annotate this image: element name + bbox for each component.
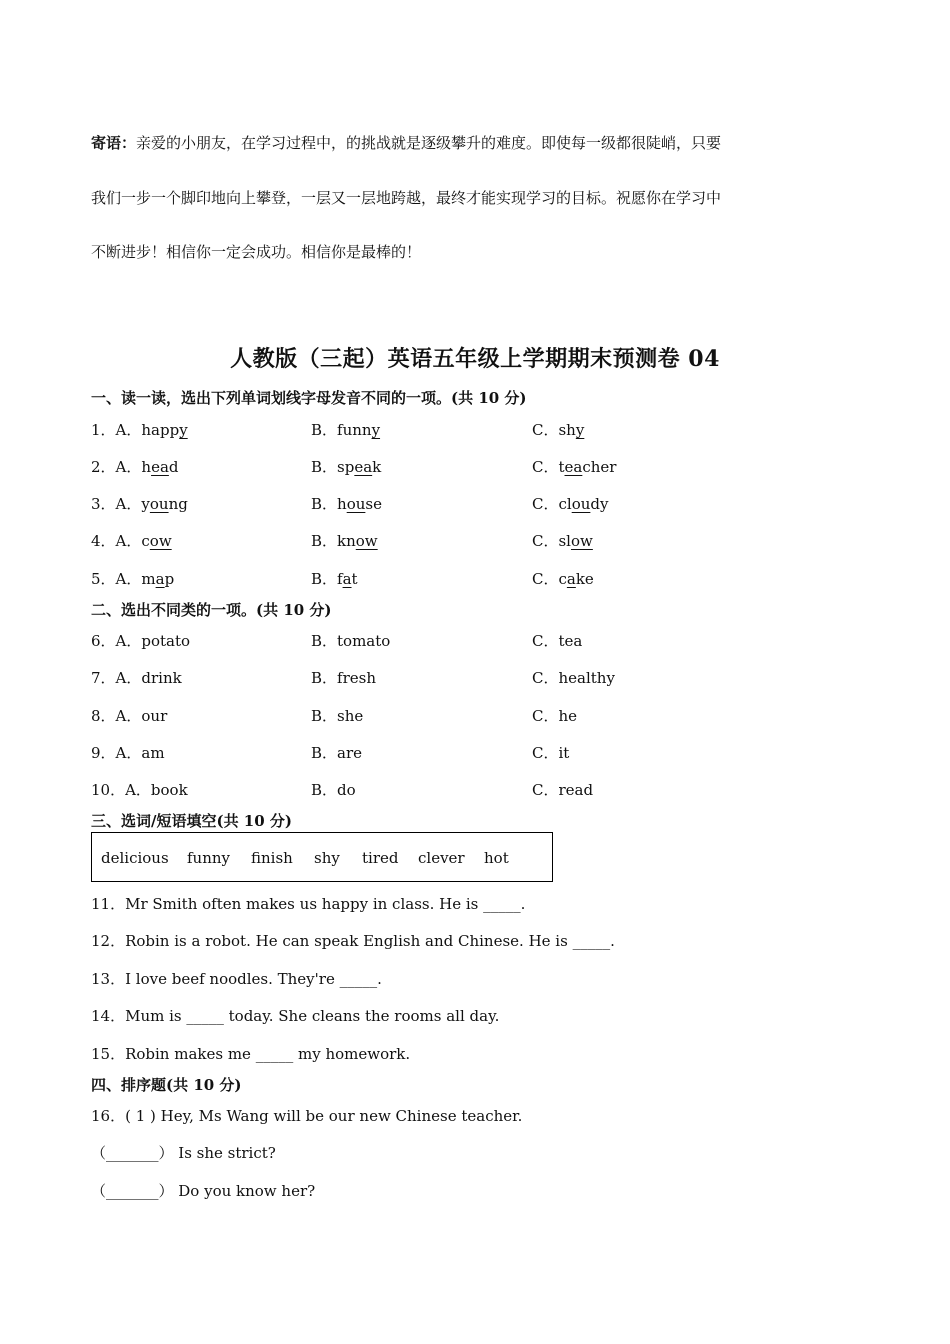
intro-message	[91, 131, 821, 295]
question-11: 11．Mr Smith often makes us happy in class. He is _____.	[91, 895, 526, 913]
option-a: 8．A．our	[91, 707, 168, 725]
word-bank-item: funny	[187, 849, 231, 867]
option-c: C．healthy	[532, 669, 615, 687]
option-c: C．it	[532, 744, 570, 762]
option-a: 7．A．drink	[91, 669, 182, 687]
intro-line-1: 寄语：亲爱的小朋友，在学习过程中，的挑战就是逐级攀升的难度。即使每一级都很陡峭，只要	[91, 134, 722, 152]
question-row-10	[91, 779, 851, 803]
question-row-3	[91, 493, 851, 517]
option-b: B．are	[311, 744, 363, 762]
word-bank-box	[91, 832, 553, 882]
option-c: C．he	[532, 707, 578, 725]
question-row-1	[91, 419, 851, 443]
option-b: B．speak	[311, 458, 382, 476]
section-1-heading: 一、读一读，选出下列单词划线字母发音不同的一项。(共 10 分)	[91, 389, 527, 407]
option-a: 1．A．happy	[91, 421, 188, 439]
option-c: C．cloudy	[532, 495, 609, 513]
question-row-7	[91, 667, 851, 691]
section-2-heading: 二、选出不同类的一项。(共 10 分)	[91, 601, 332, 619]
word-bank-item: hot	[484, 849, 509, 867]
question-12: 12．Robin is a robot. He can speak English and Chinese. He is _____.	[91, 932, 615, 950]
section-4-heading: 四、排序题(共 10 分)	[91, 1076, 242, 1094]
word-bank-item: clever	[418, 849, 465, 867]
question-row-5	[91, 568, 851, 592]
option-b: B．funny	[311, 421, 381, 439]
option-c: C．slow	[532, 532, 593, 550]
question-13: 13．I love beef noodles. They're _____.	[91, 970, 382, 988]
page-title: 人教版（三起）英语五年级上学期期末预测卷 04	[230, 346, 720, 372]
ordering-item: （_______） Do you know her?	[91, 1182, 316, 1200]
intro-line-3: 不断进步！相信你一定会成功。相信你是最棒的！	[91, 243, 422, 261]
option-a: 4．A．cow	[91, 532, 172, 550]
option-c: C．cake	[532, 570, 594, 588]
option-b: B．do	[311, 781, 356, 799]
question-15: 15．Robin makes me _____ my homework.	[91, 1045, 411, 1063]
option-a: 10．A．book	[91, 781, 188, 799]
question-16: 16．( 1 ) Hey, Ms Wang will be our new Chinese teacher.	[91, 1107, 523, 1125]
word-bank-item: delicious	[101, 849, 169, 867]
word-bank-item: finish	[251, 849, 293, 867]
word-bank-item: shy	[314, 849, 340, 867]
option-a: 2．A．head	[91, 458, 179, 476]
option-a: 6．A．potato	[91, 632, 191, 650]
question-row-6	[91, 630, 851, 654]
intro-label: 寄语：	[91, 134, 137, 152]
option-a: 5．A．map	[91, 570, 175, 588]
word-bank-item: tired	[362, 849, 399, 867]
option-b: B．tomato	[311, 632, 391, 650]
question-row-9	[91, 742, 851, 766]
option-c: C．teacher	[532, 458, 617, 476]
option-b: B．fat	[311, 570, 358, 588]
intro-line-2: 我们一步一个脚印地向上攀登，一层又一层地跨越，最终才能实现学习的目标。祝愿你在学习中	[91, 188, 722, 207]
option-c: C．shy	[532, 421, 585, 439]
option-b: B．she	[311, 707, 364, 725]
section-3-heading: 三、选词/短语填空(共 10 分)	[91, 812, 292, 830]
question-row-2	[91, 456, 851, 480]
option-a: 9．A．am	[91, 744, 165, 762]
question-14: 14．Mum is _____ today. She cleans the rooms all day.	[91, 1007, 500, 1025]
option-c: C．read	[532, 781, 594, 799]
option-a: 3．A．young	[91, 495, 188, 513]
option-b: B．fresh	[311, 669, 376, 687]
option-b: B．know	[311, 532, 378, 550]
option-c: C．tea	[532, 632, 583, 650]
ordering-item: （_______） Is she strict?	[91, 1144, 276, 1162]
question-row-8	[91, 705, 851, 729]
option-b: B．house	[311, 495, 382, 513]
question-row-4	[91, 530, 851, 554]
